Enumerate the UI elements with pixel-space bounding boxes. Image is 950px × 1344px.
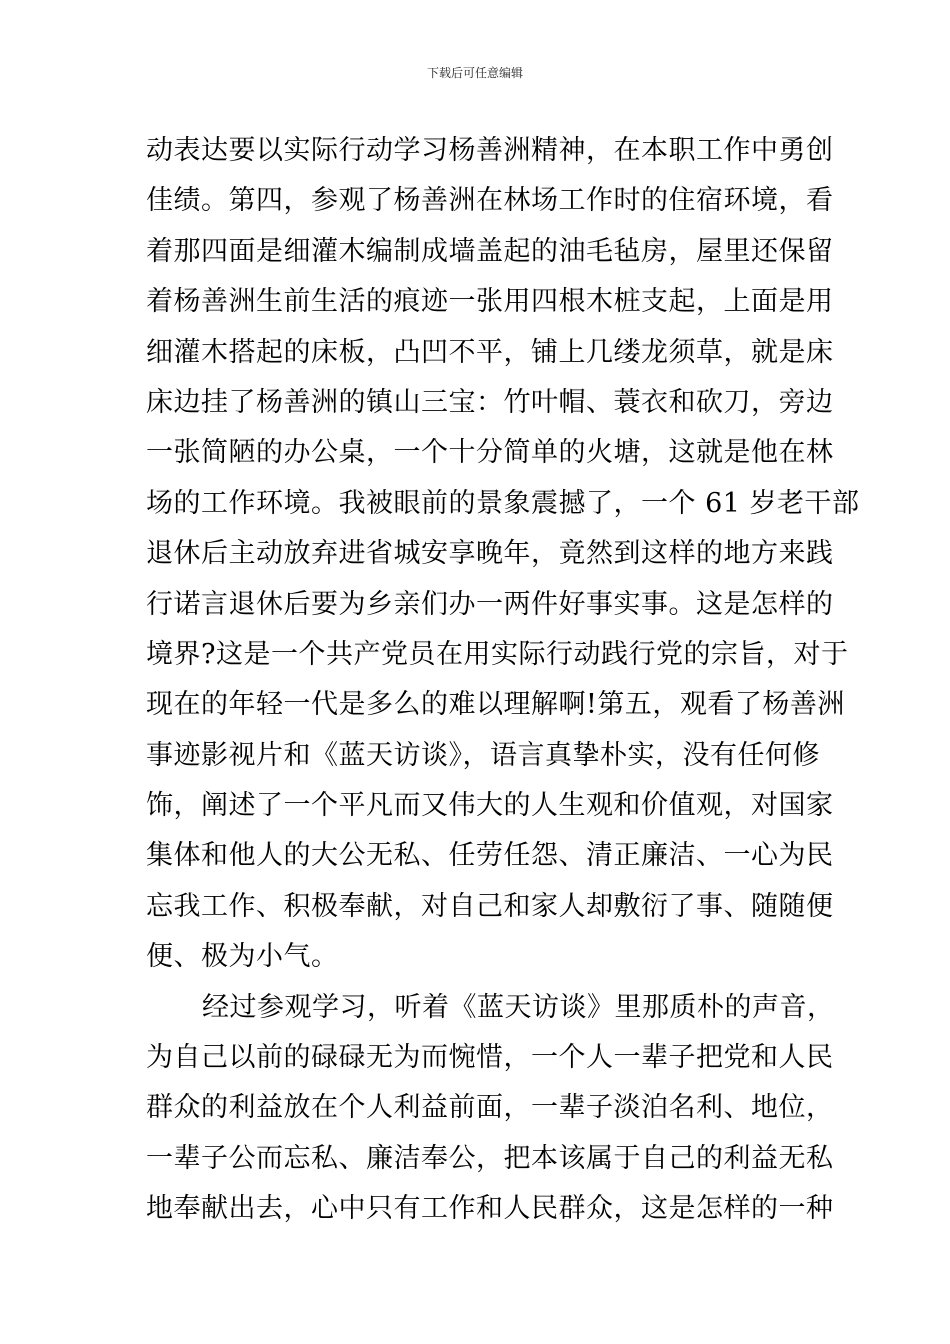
text-line: 一辈子公而忘私、廉洁奉公，把本该属于自己的利益无私: [146, 1142, 834, 1174]
text-line: 着那四面是细灌木编制成墙盖起的油毛毡房，屋里还保留: [146, 235, 834, 267]
text-line: 地奉献出去，心中只有工作和人民群众，这是怎样的一种: [146, 1193, 834, 1225]
text-line: 行诺言退休后要为乡亲们办一两件好事实事。这是怎样的: [146, 588, 834, 620]
text-line: 集体和他人的大公无私、任劳任怨、清正廉洁、一心为民: [146, 840, 834, 872]
text-line: 便、极为小气。: [146, 941, 339, 973]
text-line: 着杨善洲生前生活的痕迹一张用四根木桩支起，上面是用: [146, 286, 834, 318]
text-line: 群众的利益放在个人利益前面，一辈子淡泊名利、地位，: [146, 1092, 834, 1124]
text-line: 事迹影视片和《蓝天访谈》，语言真挚朴实，没有任何修: [146, 739, 820, 771]
text-line: 为自己以前的碌碌无为而惋惜，一个人一辈子把党和人民: [146, 1042, 834, 1074]
text-line: 现在的年轻一代是多么的难以理解啊!第五，观看了杨善洲: [146, 689, 845, 721]
text-line: 境界?这是一个共产党员在用实际行动践行党的宗旨，对于: [146, 638, 849, 670]
text-line: 饰，阐述了一个平凡而又伟大的人生观和价值观，对国家: [146, 790, 834, 822]
page-header: 下载后可任意编辑: [426, 66, 523, 80]
text-line: 动表达要以实际行动学习杨善洲精神，在本职工作中勇创: [146, 135, 834, 166]
text-line: 场的工作环境。我被眼前的景象震撼了，一个 61 岁老干部: [146, 487, 860, 519]
text-line: 佳绩。第四，参观了杨善洲在林场工作时的住宿环境，看: [146, 185, 834, 217]
text-line: 退休后主动放弃进省城安享晚年，竟然到这样的地方来践: [146, 538, 834, 570]
text-line: 细灌木搭起的床板，凸凹不平，铺上几缕龙须草，就是床: [146, 336, 834, 368]
text-line: 忘我工作、积极奉献，对自己和家人却敷衍了事、随随便: [146, 890, 834, 922]
text-line: 床边挂了杨善洲的镇山三宝：竹叶帽、蓑衣和砍刀，旁边: [146, 386, 834, 418]
paragraph-start-line: 经过参观学习，听着《蓝天访谈》里那质朴的声音，: [202, 991, 835, 1023]
document-body: [146, 126, 860, 1235]
text-line: 一张简陋的办公桌，一个十分简单的火塘，这就是他在林: [146, 437, 834, 469]
